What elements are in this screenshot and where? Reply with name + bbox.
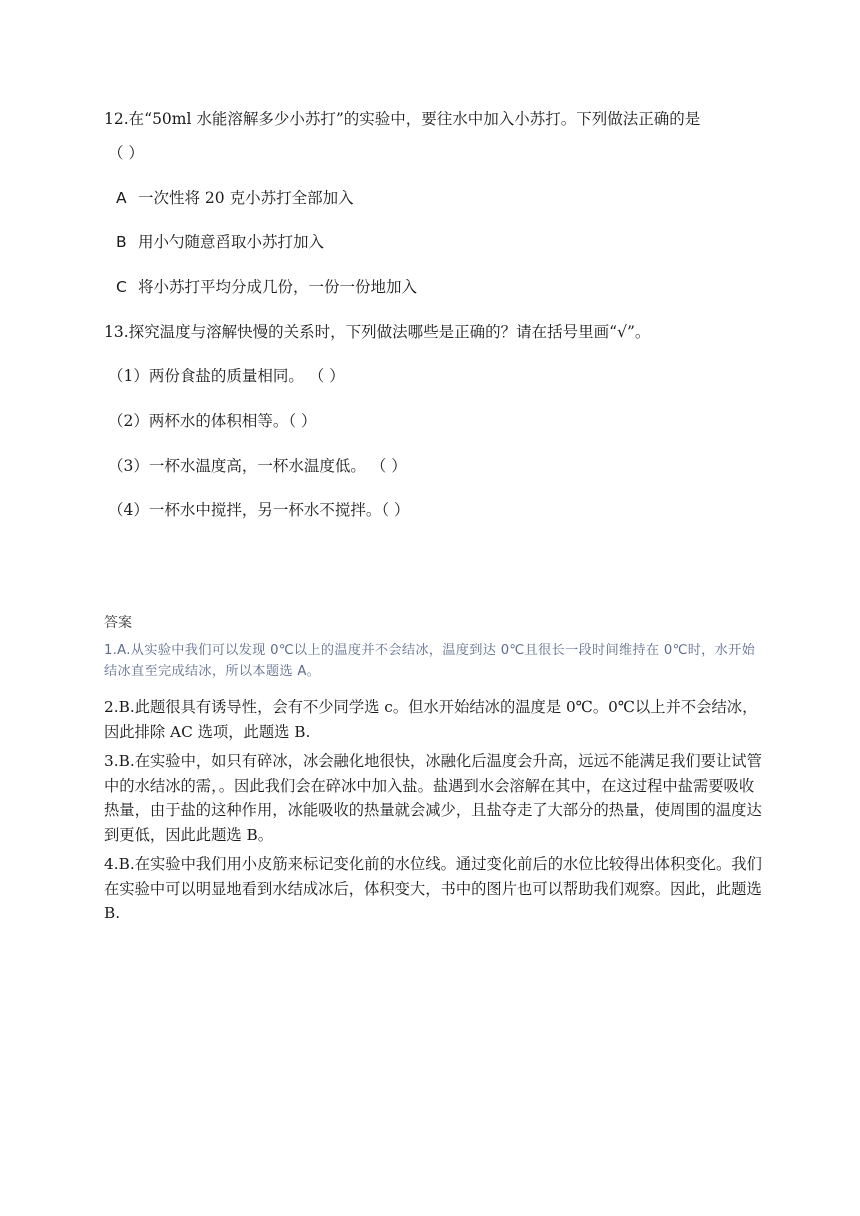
question-13-item-3: （3）一杯水温度高，一杯水温度低。 （ ） (108, 457, 407, 475)
option-text: 用小勺随意舀取小苏打加入 (138, 233, 325, 251)
option-letter: B (116, 233, 127, 251)
question-13-stem: 13.探究温度与溶解快慢的关系时，下列做法哪些是正确的？请在括号里画“√”。 (104, 323, 651, 341)
question-12-blank: （ ） (108, 144, 144, 162)
question-12-stem: 12.在“50ml 水能溶解多少小苏打”的实验中，要往水中加入小苏打。下列做法正确的是 (104, 110, 701, 128)
question-12-option-c (116, 277, 417, 297)
question-12-option-b (116, 232, 324, 252)
question-13-item-4: （4）一杯水中搅拌，另一杯水不搅拌。（ ） (108, 501, 410, 519)
option-text: 将小苏打平均分成几份，一份一份地加入 (138, 278, 418, 296)
question-12-option-a (116, 188, 354, 208)
answer-2: 2.B.此题很具有诱导性，会有不少同学选 c。但水开始结冰的温度是 0℃。0℃以上并不会结冰，因此排除 AC 选项，此题选 B. (104, 698, 758, 741)
question-13-item-2: （2）两杯水的体积相等。（ ） (108, 412, 317, 430)
question-13-item-1: （1）两份食盐的质量相同。 （ ） (108, 367, 345, 385)
answer-1: 1.A.从实验中我们可以发现 0℃以上的温度并不会结冰，温度到达 0℃且很长一段时间维持在 0℃时，水开始结冰直至完成结冰，所以本题选 A。 (104, 643, 756, 679)
answer-4: 4.B.在实验中我们用小皮筋来标记变化前的水位线。通过变化前后的水位比较得出体积变化。我们在实验中可以明显地看到水结成冰后，体积变大，书中的图片也可以帮助我们观察。因此，此题选 B. (104, 855, 762, 922)
option-letter: C (116, 278, 127, 296)
answers-heading: 答案 (104, 615, 132, 631)
option-text: 一次性将 20 克小苏打全部加入 (138, 189, 354, 207)
option-letter: A (116, 189, 127, 207)
answer-3: 3.B.在实验中，如只有碎冰，冰会融化地很快，冰融化后温度会升高，远远不能满足我们要让试管中的水结冰的需，。因此我们会在碎冰中加入盐。盐遇到水会溶解在其中，在这过程中盐需要吸收热量，由于盐的这种作用，冰能吸收的热量就会减少，且盐夺走了大部分的热量，使周围的温度达到更低，因此此题选 B。 (104, 752, 762, 844)
